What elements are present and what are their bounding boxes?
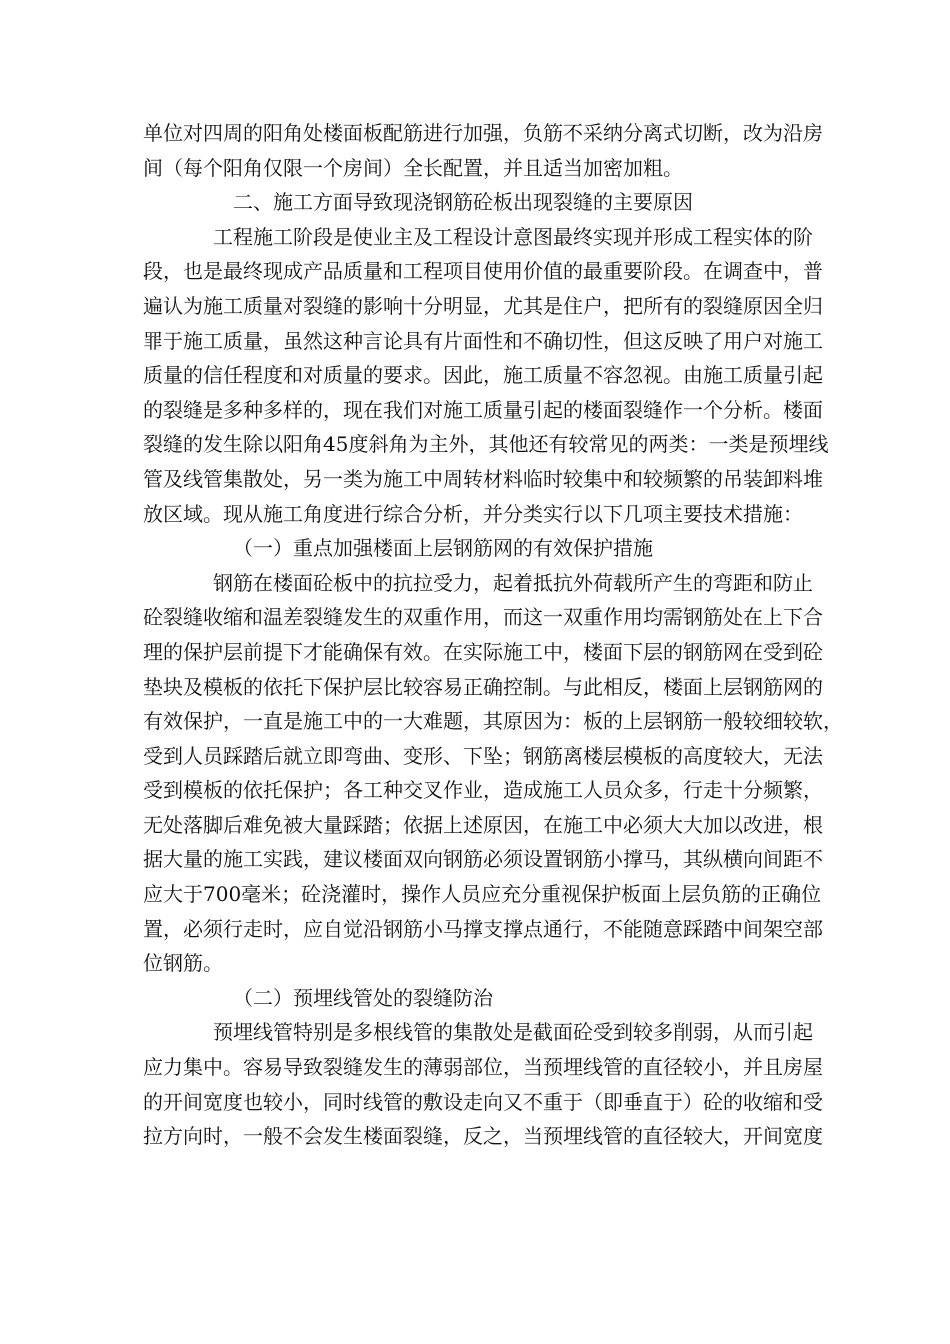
paragraph-line: 遍认为施工质量对裂缝的影响十分明显，尤其是住户，把所有的裂缝原因全归 [143, 293, 823, 318]
paragraph-line: 质量的信任程度和对质量的要求。因此，施工质量不容忽视。由施工质量引起 [143, 363, 823, 388]
paragraph-line: 受到人员踩踏后就立即弯曲、变形、下坠；钢筋离楼层模板的高度较大，无法 [143, 743, 823, 768]
paragraph-line: 罪于施工质量，虽然这种言论具有片面性和不确切性，但这反映了用户对施工 [143, 328, 823, 353]
paragraph-line: 段，也是最终现成产品质量和工程项目使用价值的最重要阶段。在调查中，普 [143, 259, 823, 284]
paragraph-first-line: 预埋线管特别是多根线管的集散处是截面砼受到较多削弱，从而引起 [213, 1020, 813, 1045]
paragraph-line: 的裂缝是多种多样的，现在我们对施工质量引起的楼面裂缝作一个分析。楼面 [143, 397, 823, 422]
paragraph-first-line: 钢筋在楼面砼板中的抗拉受力，起着抵抗外荷载所产生的弯距和防止 [213, 570, 813, 595]
subsection-heading: （二）预埋线管处的裂缝防治 [233, 985, 493, 1010]
document-body [143, 116, 843, 1154]
paragraph-line: 单位对四周的阳角处楼面板配筋进行加强，负筋不采纳分离式切断，改为沿房 [143, 121, 823, 145]
paragraph-line: 理的保护层前提下才能确保有效。在实际施工中，楼面下层的钢筋网在受到砼 [143, 639, 823, 664]
paragraph-line: 管及线管集散处，另一类为施工中周转材料临时较集中和较频繁的吊装卸料堆 [143, 466, 823, 491]
paragraph-line: 据大量的施工实践，建议楼面双向钢筋必须设置钢筋小撑马，其纵横向间距不 [143, 847, 823, 872]
section-heading: 二、施工方面导致现浇钢筋砼板出现裂缝的主要原因 [233, 190, 693, 215]
paragraph-line: 的开间宽度也较小，同时线管的敷设走向又不重于（即垂直于）砼的收缩和受 [143, 1089, 823, 1114]
paragraph-line: 间（每个阳角仅限一个房间）全长配置，并且适当加密加粗。 [143, 155, 683, 180]
paragraph-line: 拉方向时，一般不会发生楼面裂缝，反之，当预埋线管的直径较大，开间宽度 [143, 1124, 823, 1149]
paragraph-line: 位钢筋。 [143, 951, 223, 976]
paragraph-line: 无处落脚后难免被大量踩踏；依据上述原因，在施工中必须大大加以改进，根 [143, 812, 823, 837]
paragraph-line: 受到模板的依托保护；各工种交叉作业，造成施工人员众多，行走十分频繁， [143, 778, 823, 803]
paragraph-line: 应大于700毫米；砼浇灌时，操作人员应充分重视保护板面上层负筋的正确位 [143, 882, 822, 907]
paragraph-line: 垫块及模板的依托下保护层比较容易正确控制。与此相反，楼面上层钢筋网的 [143, 674, 823, 699]
paragraph-line: 置，必须行走时，应自觉沿钢筋小马撑支撑点通行，不能随意踩踏中间架空部 [143, 916, 823, 941]
paragraph-line: 应力集中。容易导致裂缝发生的薄弱部位，当预埋线管的直径较小，并且房屋 [143, 1055, 823, 1080]
paragraph-line: 有效保护，一直是施工中的一大难题，其原因为：板的上层钢筋一般较细较软， [143, 709, 843, 734]
paragraph-line: 放区域。现从施工角度进行综合分析，并分类实行以下几项主要技术措施： [143, 501, 803, 526]
paragraph-line: 裂缝的发生除以阳角45度斜角为主外，其他还有较常见的两类：一类是预埋线 [143, 432, 829, 457]
paragraph-line: 砼裂缝收缩和温差裂缝发生的双重作用，而这一双重作用均需钢筋处在上下合 [143, 605, 823, 630]
paragraph-first-line: 工程施工阶段是使业主及工程设计意图最终实现并形成工程实体的阶 [213, 224, 813, 249]
subsection-heading: （一）重点加强楼面上层钢筋网的有效保护措施 [233, 536, 653, 561]
